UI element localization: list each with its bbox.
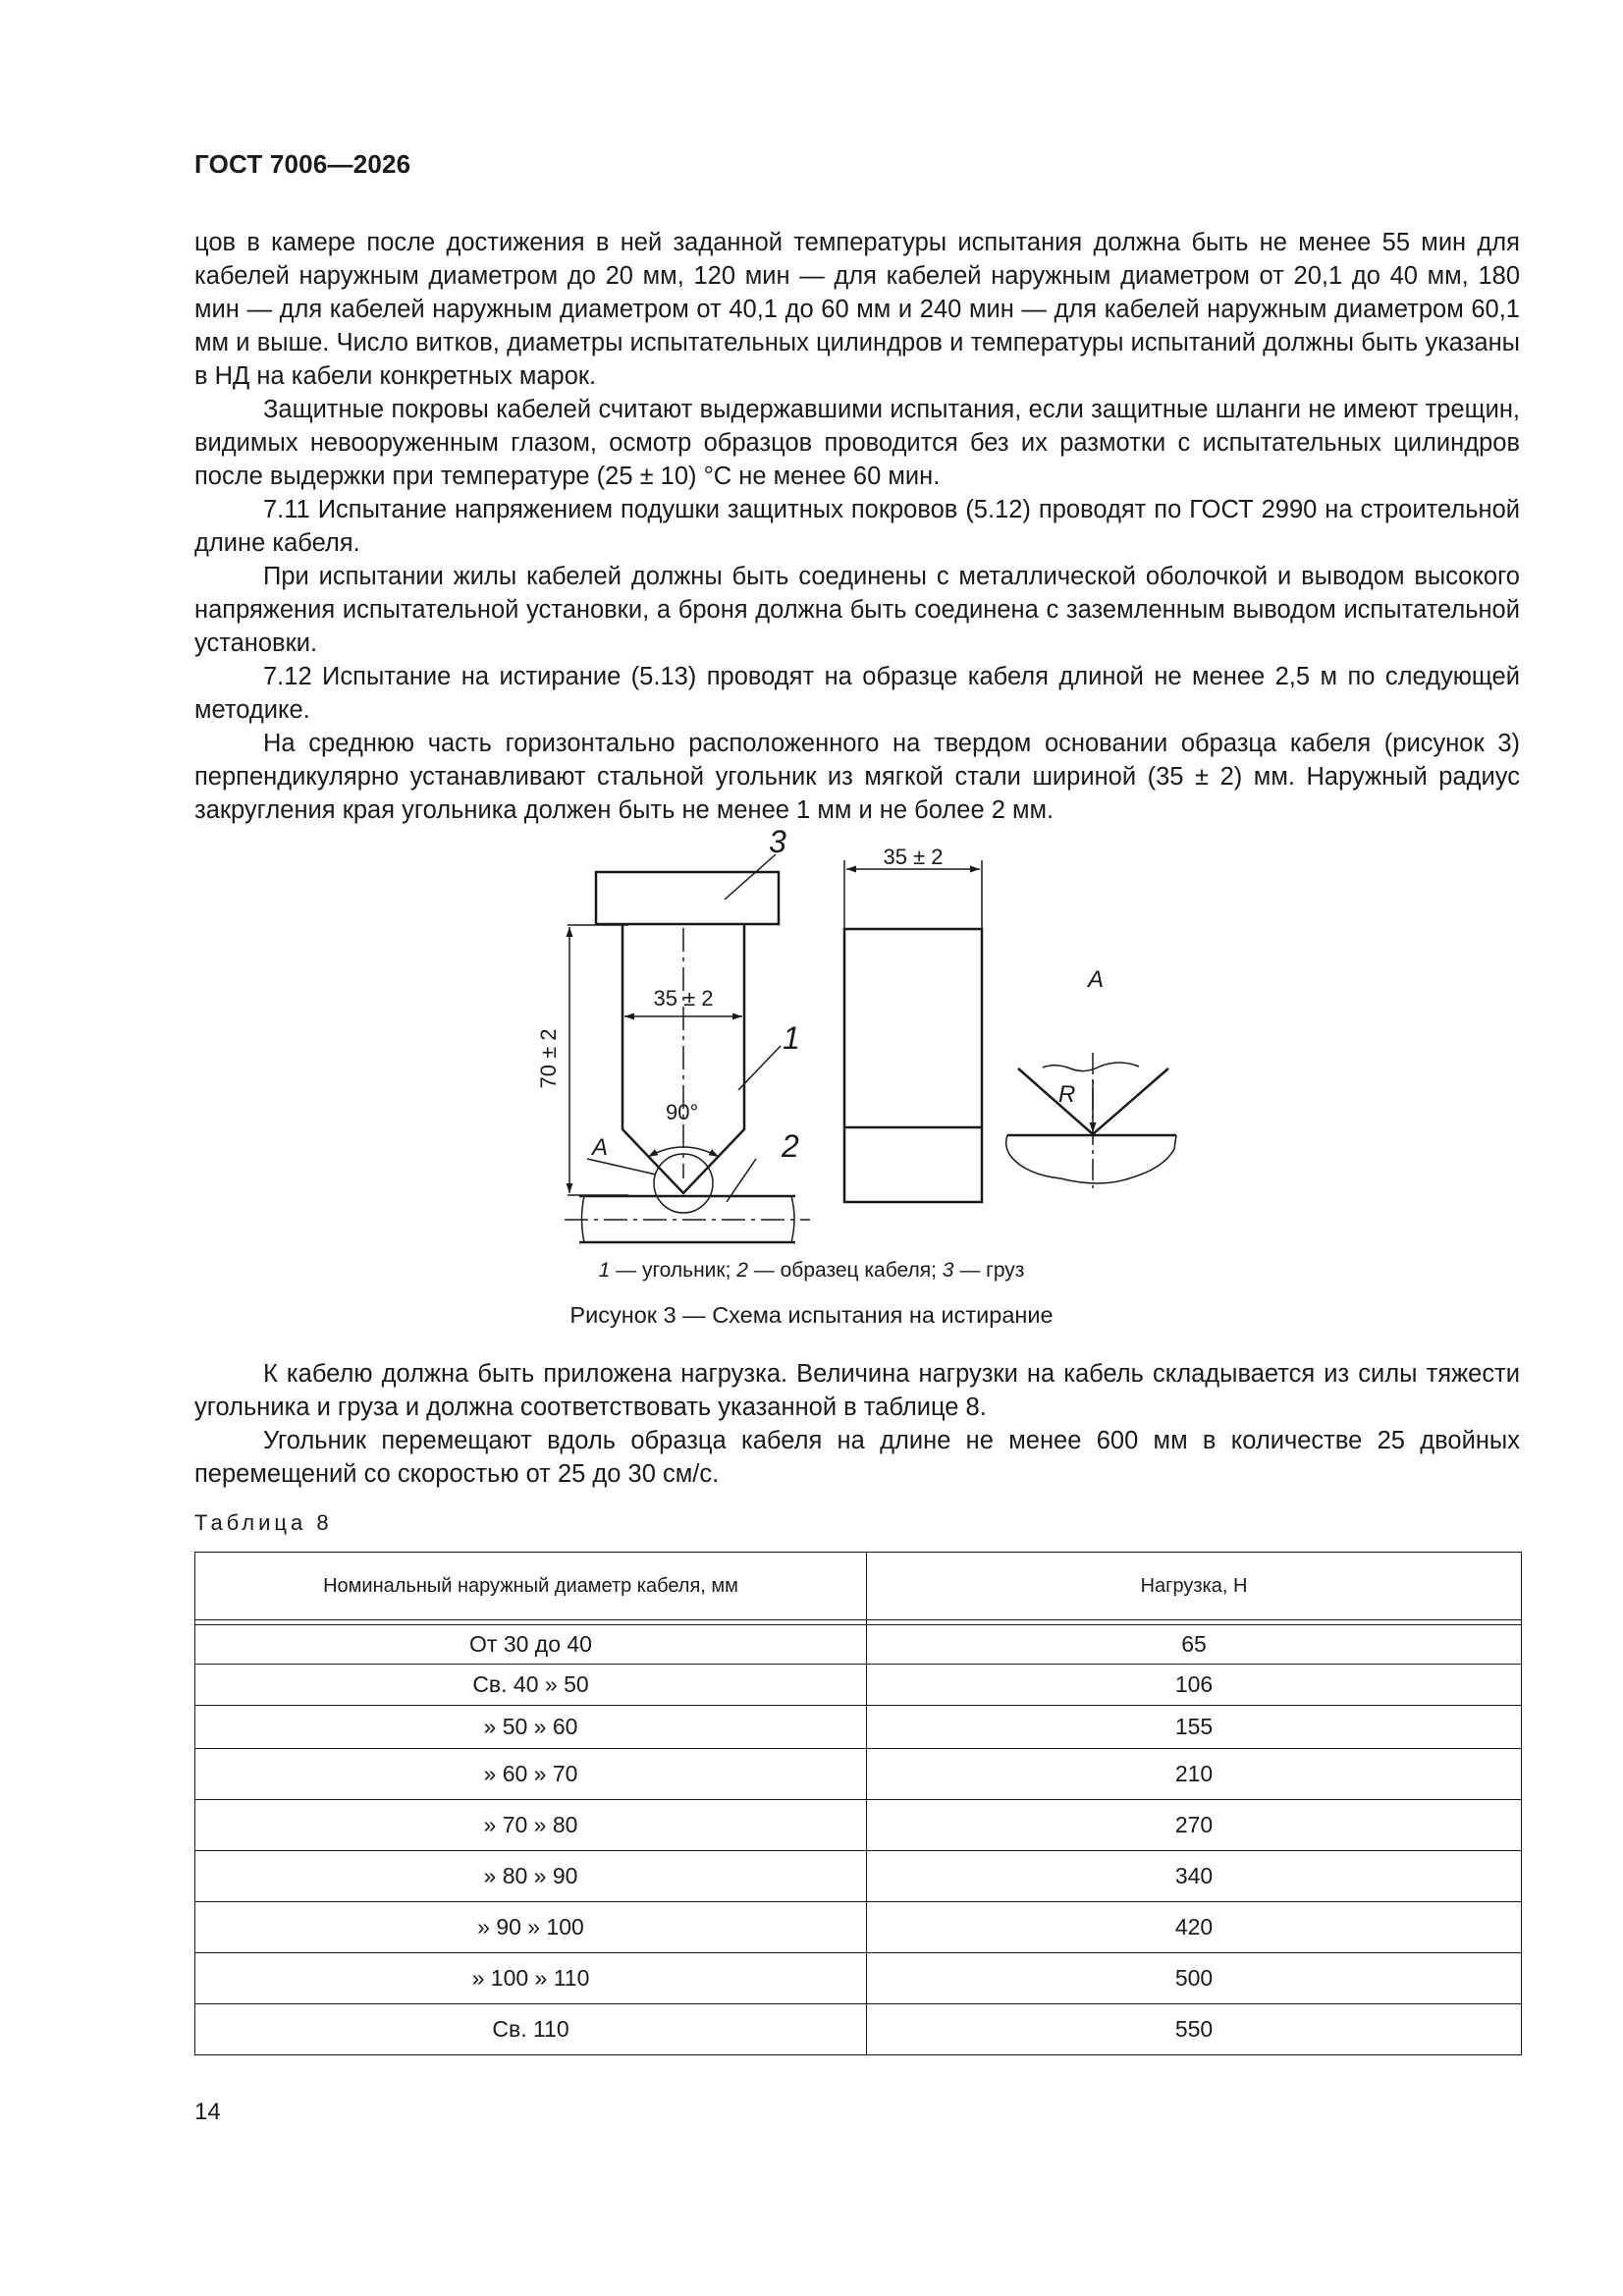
label-detail-a-left: A xyxy=(592,1134,609,1161)
label-cable-number: 2 xyxy=(782,1128,799,1164)
table-row: » 100 » 110 500 xyxy=(195,1953,1522,2004)
paragraph-protective-covers: Защитные покровы кабелей считают выдержавшими испытания, если защитные шланги не имеют трещин, видимых невооруженным глазом, осмотр образцов проводится без их размотки с испытательных цилиндров после выдержки при температуре (25 ± 10) °С не менее 60 мин. xyxy=(194,396,1520,490)
weight-block xyxy=(596,872,779,924)
label-angle-degrees: 90° xyxy=(666,1100,699,1124)
table-row: Св. 110 550 xyxy=(195,2004,1522,2055)
paragraph-load: К кабелю должна быть приложена нагрузка. Величина нагрузки на кабель складывается из силы тяжести угольника и груза и должна соответствовать указанной в таблице 8. xyxy=(194,1360,1520,1421)
load-table xyxy=(194,1552,1522,2055)
table-row: » 80 » 90 340 xyxy=(195,1851,1522,1902)
table-row: » 90 » 100 420 xyxy=(195,1902,1522,1953)
header-load: Нагрузка, Н xyxy=(867,1553,1522,1620)
label-inner-dimension: 35 ± 2 xyxy=(653,986,714,1011)
label-angle-number: 1 xyxy=(783,1020,800,1056)
figure-legend: 1 — угольник; 2 — образец кабеля; 3 — груз xyxy=(598,1259,1025,1282)
table-row: » 50 » 60 155 xyxy=(195,1706,1522,1749)
paragraph-7-12: 7.12 Испытание на истирание (5.13) проводят на образце кабеля длиной не менее 2,5 м по следующей методике. xyxy=(194,663,1520,724)
paragraph-continuation: цов в камере после достижения в ней заданной температуры испытания должна быть не менее 55 мин для кабелей наружным диаметром до 20 мм, 120 мин — для кабелей наружным диаметром от 20,1 до 40 мм, 180 мин — для кабелей наружным диаметром от 40,1 до 60 мм и 240 мин — для кабелей наружным диаметром 60,1 мм и выше. Число витков, диаметры испытательных цилиндров и температуры испытаний должны быть указаны в НД на кабели конкретных марок. xyxy=(194,229,1520,390)
label-detail-a-right: A xyxy=(1088,966,1105,993)
label-height-dimension: 70 ± 2 xyxy=(536,1028,561,1089)
paragraph-movement: Угольник перемещают вдоль образца кабеля на длине не менее 600 мм в количестве 25 двойных перемещений со скоростью от 25 до 30 см/с. xyxy=(194,1427,1520,1488)
table-label: Таблица 8 xyxy=(194,1510,333,1535)
table-row: » 70 » 80 270 xyxy=(195,1800,1522,1851)
table-row: От 30 до 40 65 xyxy=(195,1625,1522,1665)
table-row: » 60 » 70 210 xyxy=(195,1749,1522,1800)
figure-caption: Рисунок 3 — Схема испытания на истирание xyxy=(569,1302,1054,1328)
table-row: Св. 40 » 50 106 xyxy=(195,1665,1522,1706)
label-weight-number: 3 xyxy=(769,824,786,859)
header-diameter: Номинальный наружный диаметр кабеля, мм xyxy=(195,1553,867,1620)
angle-side-view xyxy=(844,929,982,1202)
detail-circle-a xyxy=(654,1154,713,1213)
paragraph-7-11: 7.11 Испытание напряжением подушки защитных покровов (5.12) проводят по ГОСТ 2990 на строительной длине кабеля. xyxy=(194,496,1520,557)
document-header: ГОСТ 7006—2026 xyxy=(194,149,411,179)
label-top-dimension: 35 ± 2 xyxy=(883,845,944,869)
paragraph-connection: При испытании жилы кабелей должны быть соединены с металлической оболочкой и выводом высокого напряжения испытательной установки, а броня должна быть соединена с заземленным выводом испытательной установки. xyxy=(194,563,1520,657)
label-radius: R xyxy=(1058,1081,1076,1108)
paragraph-method: На среднюю часть горизонтально расположенного на твердом основании образца кабеля (рисунок 3) перпендикулярно устанавливают стальной угольник из мягкой стали шириной (35 ± 2) мм. Наружный радиус закругления края угольника должен быть не менее 1 мм и не более 2 мм. xyxy=(194,730,1520,824)
page-number: 14 xyxy=(194,2099,221,2125)
